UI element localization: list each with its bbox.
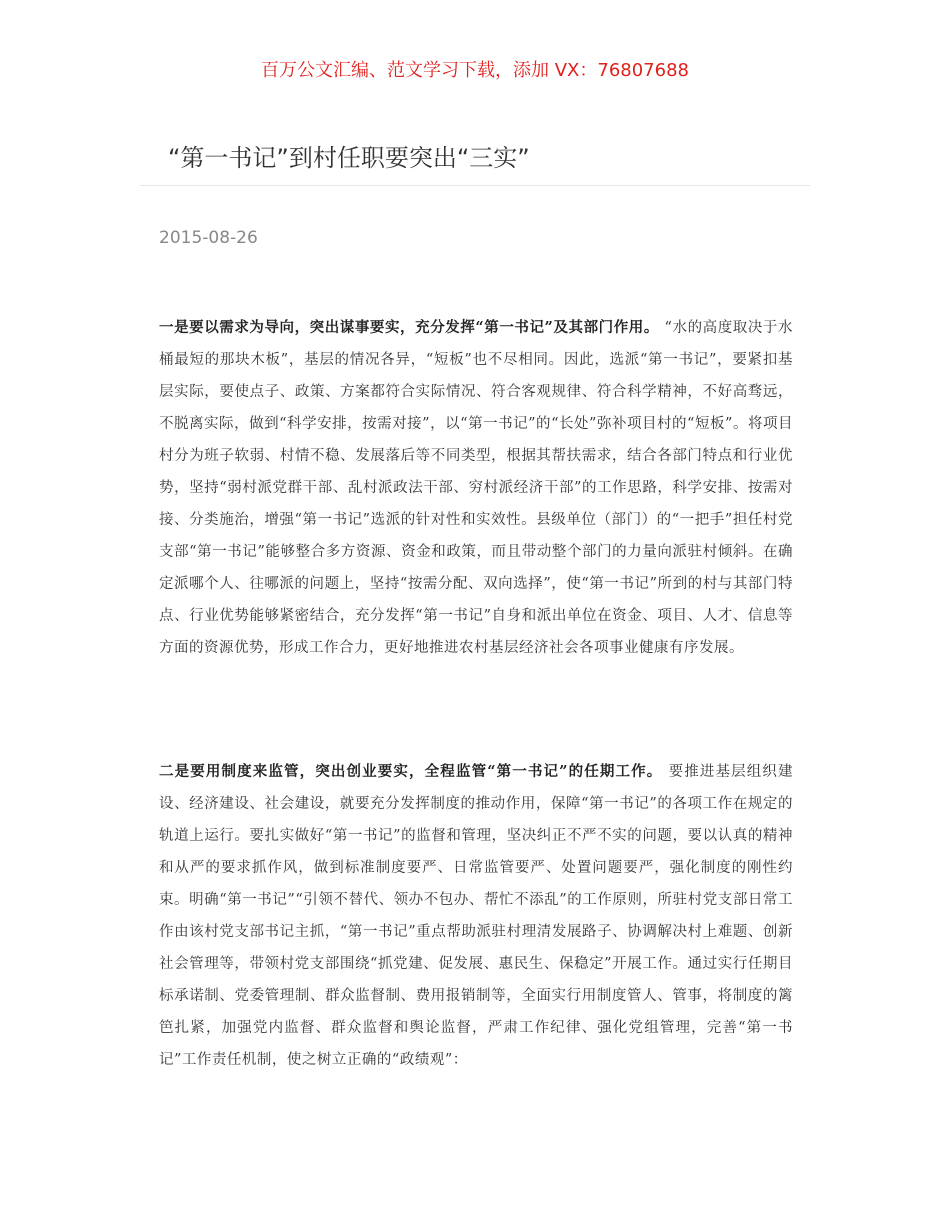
article-paragraph-1	[159, 312, 793, 664]
paragraph-2-lead: 二是要用制度来监管，突出创业要实，全程监管“第一书记”的任期工作。	[159, 763, 669, 780]
paragraph-1-lead: 一是要以需求为导向，突出谋事要实，充分发挥“第一书记”及其部门作用。	[159, 319, 665, 336]
promo-banner: 百万公文汇编、范文学习下载，添加 VX：76807688	[261, 60, 689, 81]
article-paragraph-2	[159, 756, 793, 1076]
paragraph-1-body: “水的高度取决于水桶最短的那块木板”，基层的情况各异，“短板”也不尽相同。因此，选派“第一书记”，要紧扣基层实际，要使点子、政策、方案都符合实际情况、符合客观规律、符合科学精神，不好高骛远，不脱离实际，做到“科学安排，按需对接”，以“第一书记”的“长处”弥补项目村的“短板”。将项目村分为班子软弱、村情不稳、发展落后等不同类型，根据其帮扶需求，结合各部门特点和行业优势，坚持“弱村派党群干部、乱村派政法干部、穷村派经济干部”的工作思路，科学安排、按需对接、分类施治，增强“第一书记”选派的针对性和实效性。县级单位（部门）的“一把手”担任村党支部“第一书记”能够整合多方资源、资金和政策，而且带动整个部门的力量向派驻村倾斜。在确定派哪个人、往哪派的问题上，坚持“按需分配、双向选择”，使“第一书记”所到的村与其部门特点、行业优势能够紧密结合，充分发挥“第一书记”自身和派出单位在资金、项目、人才、信息等方面的资源优势，形成工作合力，更好地推进农村基层经济社会各项事业健康有序发展。	[159, 320, 793, 656]
article-title: “第一书记”到村任职要突出“三实”	[168, 144, 530, 172]
publish-date: 2015-08-26	[159, 228, 258, 248]
paragraph-2-body: 要推进基层组织建设、经济建设、社会建设，就要充分发挥制度的推动作用，保障“第一书记”的各项工作在规定的轨道上运行。要扎实做好“第一书记”的监督和管理，坚决纠正不严不实的问题，要以认真的精神和从严的要求抓作风，做到标准制度要严、日常监管要严、处置问题要严，强化制度的刚性约束。明确“第一书记”“引领不替代、领办不包办、帮忙不添乱”的工作原则，所驻村党支部日常工作由该村党支部书记主抓，“第一书记”重点帮助派驻村理清发展路子、协调解决村上难题、创新社会管理等，带领村党支部围绕“抓党建、促发展、惠民生、保稳定”开展工作。通过实行任期目标承诺制、党委管理制、群众监督制、费用报销制等，全面实行用制度管人、管事，将制度的篱笆扎紧，加强党内监督、群众监督和舆论监督，严肃工作纪律、强化党组管理，完善“第一书记”工作责任机制，使之树立正确的“政绩观”：	[159, 764, 793, 1068]
title-divider	[140, 185, 810, 186]
